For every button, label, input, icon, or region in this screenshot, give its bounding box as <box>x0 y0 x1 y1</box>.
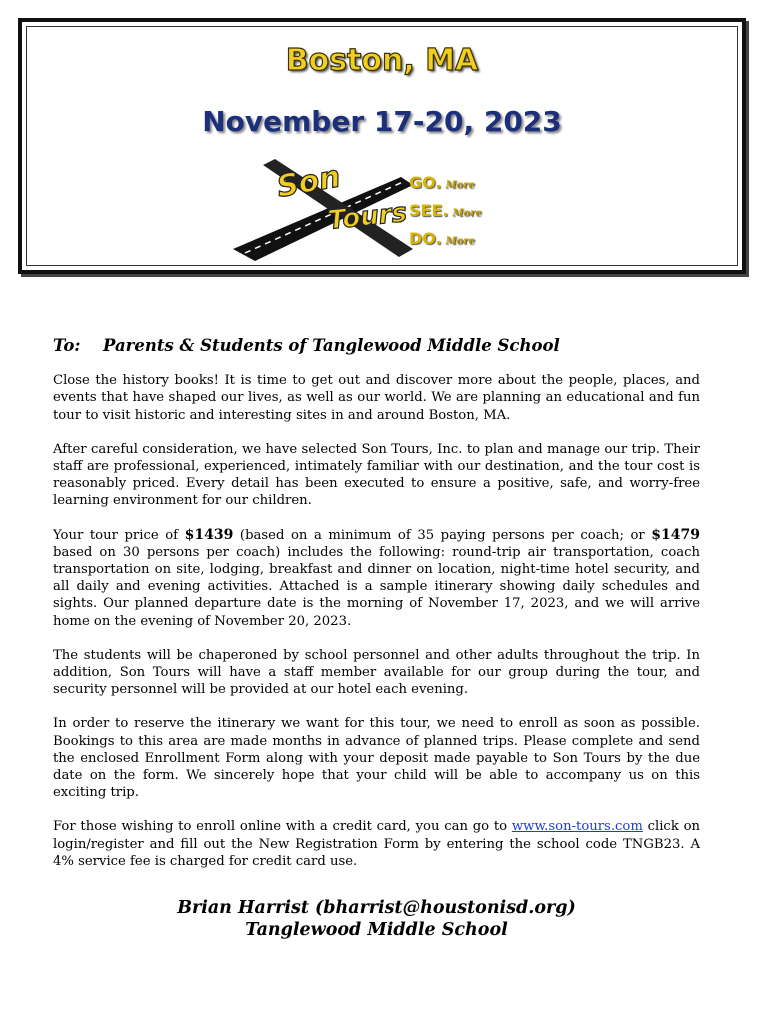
tagline-do-more: More <box>445 236 475 247</box>
price-text-a: Your tour price of <box>53 527 185 543</box>
price-min35: $1439 <box>184 526 234 543</box>
price-min30: $1479 <box>651 526 701 543</box>
logo-word-son: Son <box>274 159 344 205</box>
paragraph-selection: After careful consideration, we have selected Son Tours, Inc. to plan and manage our trip. Their staff are professional, experienced, intimately familiar with our destination, and the tour cost is reasonably priced. Every detail has been executed to ensure a positive, safe, and worry-free learning environment for our children. <box>53 441 700 509</box>
tagline-see-word: SEE. <box>409 201 449 220</box>
son-tours-logo <box>233 157 533 267</box>
tagline-go-word: GO. <box>409 173 442 192</box>
paragraph-price <box>53 527 700 630</box>
header-banner <box>18 18 746 274</box>
to-line <box>53 337 700 354</box>
online-text-a: For those wishing to enroll online with a credit card, you can go to <box>53 819 512 835</box>
tagline-go-more: More <box>445 180 475 191</box>
to-recipients: Parents & Students of Tanglewood Middle School <box>103 336 560 355</box>
logo-word-tours: Tours <box>326 197 409 236</box>
price-text-b: (based on a minimum of 35 paying persons per coach; or <box>233 527 652 543</box>
tagline-see <box>409 201 482 220</box>
tagline-do <box>409 229 475 248</box>
tagline-do-word: DO. <box>409 229 442 248</box>
signature-block <box>53 897 700 941</box>
signature-name: Brian Harrist (bharrist@houstonisd.org) <box>177 898 576 919</box>
online-text-b: click on login/register and fill out the New Registration Form by entering the school code TNGB23. A 4% service fee is charged for credit card use. <box>53 819 700 869</box>
letter-body <box>53 337 700 941</box>
banner-inner-border <box>26 26 738 266</box>
signature-school: Tanglewood Middle School <box>245 920 508 941</box>
title-dates: November 17-20, 2023 <box>202 105 562 138</box>
paragraph-enrollment: In order to reserve the itinerary we want for this tour, we need to enroll as soon as possible. Bookings to this area are made months in advance of planned trips. Please complete and send the enclosed Enrollment Form along with your deposit made payable to Son Tours by the due date on the form. We sincerely hope that your child will be able to accompany us on this exciting trip. <box>53 716 700 801</box>
tagline-see-more: More <box>452 208 482 219</box>
son-tours-link[interactable]: www.son-tours.com <box>511 819 643 835</box>
tagline-go <box>409 173 475 192</box>
title-city: Boston, MA <box>285 43 479 78</box>
price-text-c: based on 30 persons per coach) includes the following: round-trip air transportation, coach transportation on site, lodging, breakfast and dinner on location, night-time hotel security, and all daily and evening activities. Attached is a sample itinerary showing daily schedules and sights. Our planned departure date is the morning of November 17, 2023, and we will arrive home on the evening of November 20, 2023. <box>53 544 700 629</box>
to-label: To: <box>53 336 81 355</box>
paragraph-intro: Close the history books! It is time to get out and discover more about the people, places, and events that have shaped our lives, as well as our world. We are planning an educational and fun tour to visit historic and interesting sites in and around Boston, MA. <box>53 373 700 423</box>
paragraph-chaperones: The students will be chaperoned by school personnel and other adults throughout the trip. In addition, Son Tours will have a staff member available for our group during the tour, and security personnel will be provided at our hotel each evening. <box>53 647 700 698</box>
paragraph-online <box>53 818 700 870</box>
